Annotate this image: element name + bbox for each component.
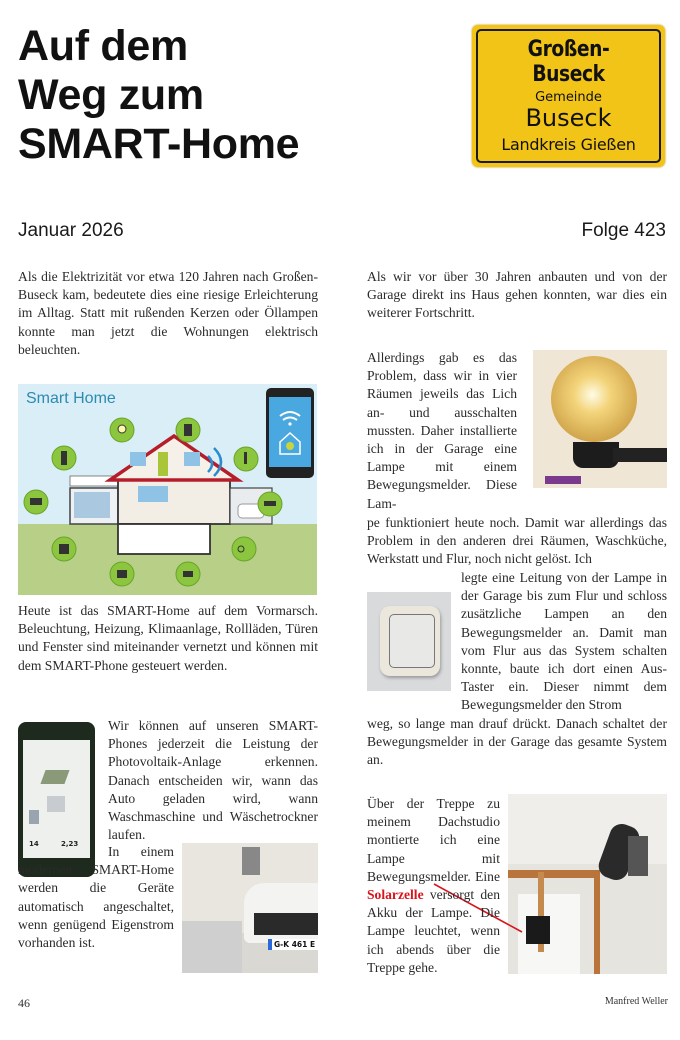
right-paragraph-2: Allerdings gab es das Problem, dass wir in vier Räumen jeweils das Lich an- und ausschalten mussten. Daher installierte ich in der Garage eine Lampe mit einem Bewegungsmelder. Diese Lam-: [367, 350, 517, 511]
right-paragraph-4: Über der Treppe zu meinem Dachstudio montierte ich eine Lampe mit Bewegungsmelder. Eine Solarzelle versorgt den Akku der Lampe. Die Lampe leuchtet, wenn ich abends über die Treppe gehe.: [367, 796, 500, 975]
title-line-1: Auf dem: [18, 22, 188, 70]
episode-number: Folge 423: [581, 220, 666, 241]
license-plate: G-K 461 E: [268, 939, 318, 950]
app-value-1: 14: [29, 840, 39, 848]
issue-date: Januar 2026: [18, 220, 124, 241]
sign-town-name: Großen-Buseck: [527, 37, 610, 87]
right-paragraph-3: legte eine Leitung von der Lampe in der Garage bis zum Flur und schloss zusätzliche Lampen an den Bewegungsmelder an. Damit man vom Flur aus das System schalten konnte, baute ich dort einen Aus-Taster ein. Dieser nimmt dem Bewegungsmelder den Strom: [461, 570, 667, 713]
right-paragraph-1: Als wir vor über 30 Jahren anbauten und von der Garage direkt ins Haus gehen konnten, war dies ein weiterer Fortschritt.: [367, 269, 667, 321]
illustration-title: Smart Home: [26, 390, 116, 407]
smart-home-illustration: [18, 384, 317, 595]
title-line-3: SMART-Home: [18, 120, 300, 168]
garage-lamp-photo: [533, 350, 667, 488]
sign-municipality: Buseck: [525, 104, 612, 132]
app-value-2: 2,23: [61, 840, 79, 848]
solarzelle-highlight: Solarzelle: [367, 887, 424, 903]
title-line-2: Weg zum: [18, 71, 204, 119]
light-switch-photo: [367, 592, 451, 691]
left-paragraph-3: Wir können auf unseren SMART-Phones jederzeit die Leistung der Photovoltaik-Anlage erkennen. Danach entscheiden wir, wann das Auto geladen wird, wann Waschmaschine und Wäschetrockner laufen.: [108, 718, 318, 843]
smartphone-icon: [266, 388, 314, 478]
right-paragraph-3-continued: weg, so lange man drauf drückt. Danach schaltet der Bewegungsmelder in der Garage das gesamte System an.: [367, 716, 667, 768]
right-paragraph-2-continued: pe funktioniert heute noch. Damit war allerdings das Problem in den anderen drei Räumen, Waschküche, Werkstatt und Flur, noch nicht gelöst. Ich: [367, 515, 667, 567]
left-paragraph-1: Als die Elektrizität vor etwa 120 Jahren nach Großen-Buseck kam, bedeutete dies eine riesige Erleichterung im Alltag. Statt mit rußenden Kerzen oder Öllampen konnte man jetzt die Wohnungen elektrisch beleuchten.: [18, 269, 318, 357]
town-sign-image: [472, 25, 665, 167]
article-title: [18, 22, 378, 169]
car-charging-photo: [182, 843, 318, 973]
author-name: Manfred Weller: [604, 996, 668, 1007]
stair-lamp-photo: [508, 794, 667, 974]
sign-district: Landkreis Gießen: [501, 135, 636, 154]
page-number: 46: [18, 996, 30, 1010]
left-paragraph-2: Heute ist das SMART-Home auf dem Vormarsch. Beleuchtung, Heizung, Klimaanlage, Rollläden, Türen und Fenster sind miteinander vernetzt und können mit dem SMART-Phone gesteuert werden.: [18, 603, 318, 673]
sign-gemeinde-label: Gemeinde: [535, 90, 602, 105]
left-paragraph-4: In einem modernen SMART-Home werden die Geräte automatisch angeschaltet, wenn genügend Eigenstrom vorhanden ist.: [18, 844, 174, 951]
